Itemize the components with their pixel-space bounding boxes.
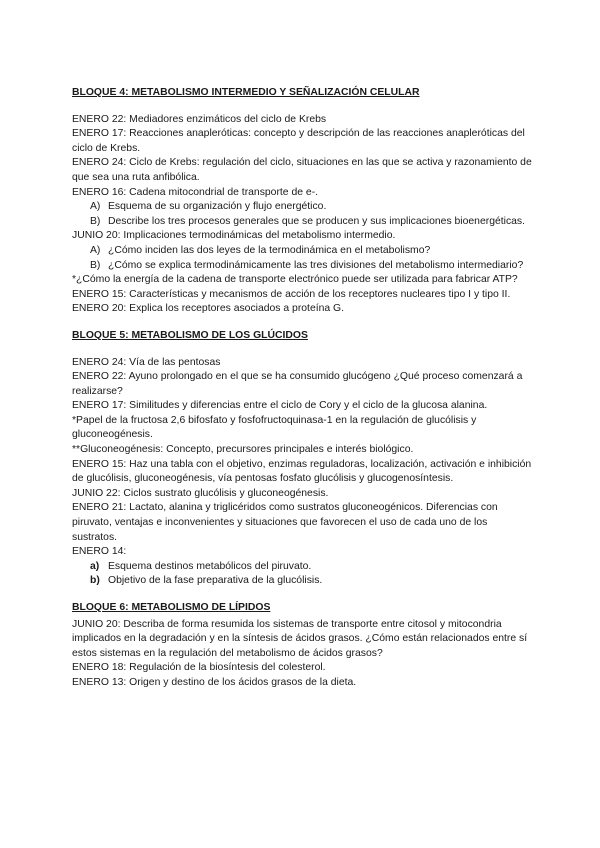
question-item: JUNIO 20: Describa de forma resumida los sistemas de transporte entre citosol y mitocondria implicados en la degradación y en la síntesis de ácidos grasos. ¿Cómo están relacionados entre sí estos sistemas en la regulación del metabolismo de ácidos grasos? — [72, 618, 528, 659]
sub-question-item — [72, 574, 532, 589]
question-item: ENERO 13: Origen y destino de los ácidos grasos de la dieta. — [72, 676, 357, 688]
sub-question-item — [72, 259, 532, 274]
question-item: ENERO 18: Regulación de la biosíntesis del colesterol. — [72, 662, 326, 674]
sub-question-item — [72, 244, 532, 259]
sub-question-text: Objetivo de la fase preparativa de la glucólisis. — [108, 575, 323, 587]
list-marker: B) — [90, 259, 101, 271]
question-item: ENERO 14: — [72, 546, 127, 558]
section-bloque-5 — [72, 356, 532, 590]
question-item: ENERO 21: Lactato, alanina y triglicéridos como sustratos gluconeogénicos. Diferencias con piruvato, ventajas e inconvenientes y situaciones que favorecen el uso de cada uno de los sustratos. — [72, 502, 498, 543]
list-marker: B) — [90, 215, 101, 227]
question-item: ENERO 22: Mediadores enzimáticos del ciclo de Krebs — [72, 113, 327, 125]
document-page — [72, 86, 532, 691]
list-marker: a) — [90, 560, 100, 572]
section-bloque-4 — [72, 113, 532, 317]
question-item: *Papel de la fructosa 2,6 bifosfato y fosfofructoquinasa-1 en la regulación de glucólisis y gluconeogénesis. — [72, 414, 477, 441]
question-item: ENERO 20: Explica los receptores asociados a proteína G. — [72, 303, 345, 315]
question-item: JUNIO 20: Implicaciones termodinámicas del metabolismo intermedio. — [72, 230, 396, 242]
sub-question-item — [72, 215, 532, 230]
list-marker: A) — [90, 244, 101, 256]
question-item: *¿Cómo la energía de la cadena de transporte electrónico puede ser utilizada para fabricar ATP? — [72, 274, 518, 286]
question-item: **Gluconeogénesis: Concepto, precursores principales e interés biológico. — [72, 444, 414, 456]
question-item: ENERO 24: Vía de las pentosas — [72, 356, 221, 368]
question-item: ENERO 24: Ciclo de Krebs: regulación del ciclo, situaciones en las que se activa y razonamiento de que sea una ruta anfibólica. — [72, 157, 532, 183]
sub-question-text: ¿Cómo se explica termodinámicamente las tres divisiones del metabolismo intermediario? — [108, 259, 524, 271]
question-item: ENERO 16: Cadena mitocondrial de transporte de e-. — [72, 186, 319, 198]
sub-question-text: ¿Cómo inciden las dos leyes de la termodinámica en el metabolismo? — [108, 244, 431, 256]
question-item: ENERO 15: Haz una tabla con el objetivo, enzimas reguladoras, localización, activación e inhibición de glucólisis, gluconeogénesis, vía pentosas fosfato glucólisis y glucogenosíntesis. — [72, 458, 532, 485]
question-item: ENERO 17: Reacciones anapleróticas: concepto y descripción de las reacciones anapleróticas del ciclo de Krebs. — [72, 128, 525, 154]
question-item: ENERO 22: Ayuno prolongado en el que se ha consumido glucógeno ¿Qué proceso comenzará a realizarse? — [72, 371, 523, 397]
sub-question-item — [72, 560, 532, 575]
sub-question-item — [72, 200, 532, 215]
question-item: ENERO 17: Similitudes y diferencias entre el ciclo de Cory y el ciclo de la glucosa alanina. — [72, 400, 488, 412]
section-heading-bloque-4: BLOQUE 4: METABOLISMO INTERMEDIO Y SEÑALIZACIÓN CELULAR — [72, 87, 420, 98]
list-marker: A) — [90, 201, 101, 213]
sub-question-text: Describe los tres procesos generales que se producen y sus implicaciones bioenergéticas. — [108, 215, 526, 227]
sub-question-text: Esquema destinos metabólicos del piruvato. — [108, 560, 312, 572]
section-heading-bloque-6: BLOQUE 6: METABOLISMO DE LÍPIDOS — [72, 602, 271, 613]
section-bloque-6 — [72, 618, 532, 691]
section-heading-bloque-5: BLOQUE 5: METABOLISMO DE LOS GLÚCIDOS — [72, 329, 308, 341]
list-marker: b) — [90, 575, 100, 587]
question-item: ENERO 15: Características y mecanismos de acción de los receptores nucleares tipo I y tipo II. — [72, 288, 511, 300]
question-item: JUNIO 22: Ciclos sustrato glucólisis y gluconeogénesis. — [72, 487, 329, 499]
sub-question-text: Esquema de su organización y flujo energético. — [108, 201, 327, 213]
